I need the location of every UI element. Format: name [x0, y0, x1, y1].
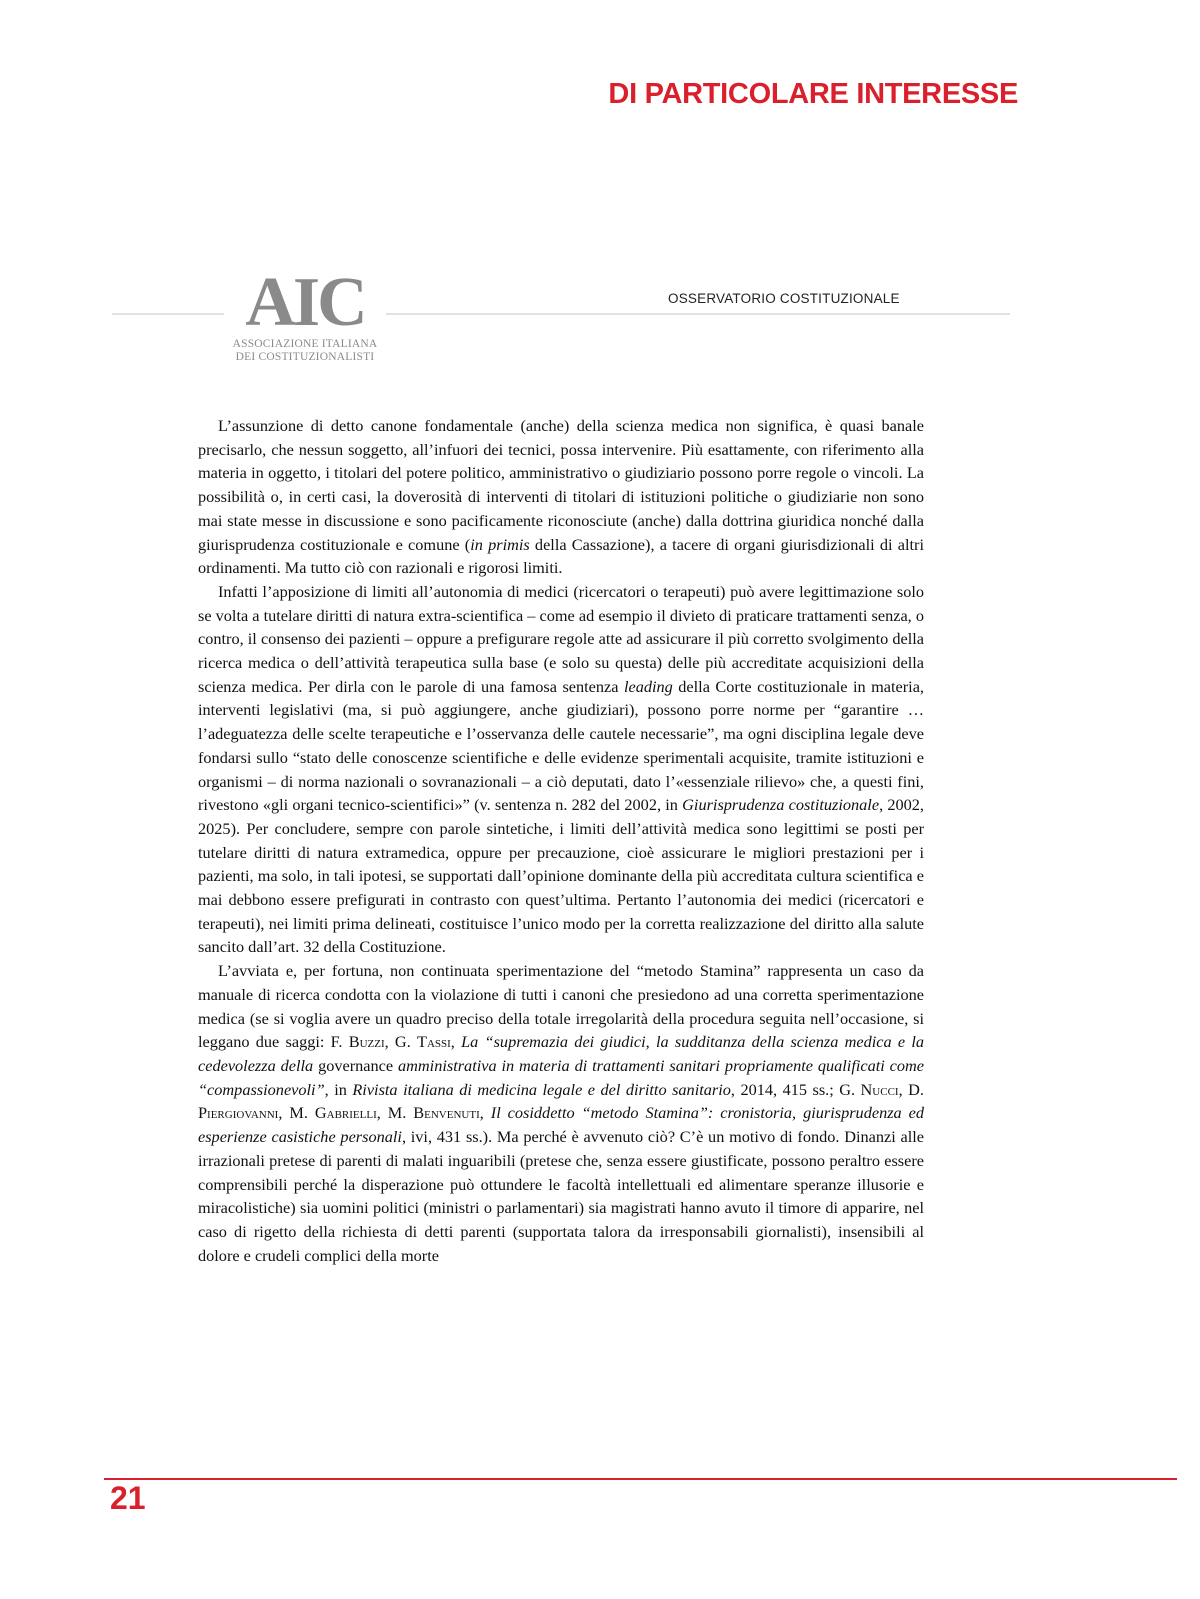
section-title: DI PARTICOLARE INTERESSE	[608, 78, 1018, 110]
p3-text-5: , in	[324, 1079, 353, 1099]
p3-italic-journal: Rivista italiana di medicina legale e del diritto sanitario	[352, 1079, 731, 1099]
p3-text-1: L’avviata e, per fortuna, non continuata sperimentazione del “metodo Stamina” rappresenta un caso da manuale di ricerca condotta con la violazione di tutti i canoni che presiedono ad una corretta sperimentazione medica (se si voglia avere un quadro preciso della totale irregolarità della procedura seguita nell’occasione, si leggano due saggi: F.	[198, 961, 924, 1052]
author-benvenuti: Benvenuti	[413, 1103, 480, 1123]
author-tassi: Tassi	[417, 1032, 451, 1052]
paragraph-3	[198, 959, 924, 1267]
footer-divider	[104, 1478, 1177, 1480]
paragraph-1	[198, 414, 924, 580]
observatory-label: OSSERVATORIO COSTITUZIONALE	[668, 291, 900, 306]
p3-text-9: , M.	[376, 1103, 414, 1123]
p3-text-7: , D.	[898, 1079, 924, 1099]
author-buzzi: Buzzi	[348, 1032, 385, 1052]
paragraph-2	[198, 580, 924, 959]
p3-text-10: ,	[479, 1103, 491, 1123]
p2-italic-2: Giurisprudenza costituzionale	[682, 795, 880, 815]
logo-subtitle-line2: DEI COSTITUZIONALISTI	[235, 351, 375, 363]
p3-italic-title-1: La “supremazia dei giudici, la sudditanza della scienza medica e la cedevolezza della	[198, 1032, 924, 1075]
p3-text-6: , 2014, 415 ss.; G.	[730, 1079, 861, 1099]
page-number: 21	[110, 1480, 146, 1516]
p3-text-3: ,	[450, 1032, 462, 1052]
p3-text-2: , G.	[384, 1032, 417, 1052]
p3-text-8: , M.	[278, 1103, 315, 1123]
p3-italic-title-3: Il cosiddetto “metodo Stamina”: cronistoria, giurisprudenza ed esperienze casistiche personali	[198, 1103, 925, 1147]
author-gabrielli: Gabrielli	[314, 1103, 377, 1123]
p1-text-1: L’assunzione di detto canone fondamentale (anche) della scienza medica non significa, è quasi banale precisarlo, che nessun soggetto, all’infuori dei tecnici, possa intervenire. Più esattamente, con riferimento alla materia in oggetto, i titolari del potere politico, amministrativo o giudiziario possono porre regole o vincoli. La possibilità o, in certi casi, la doverosità di interventi di titolari di istituzioni politiche o giudiziarie non sono mai state messe in discussione e sono pacificamente riconosciute (anche) dalla dottrina giuridica nonché dalla giurisprudenza costituzionale e comune (	[198, 416, 924, 554]
p2-text-2: della Corte costituzionale in materia, interventi legislativi (ma, si può aggiungere, anche giudiziari), possono porre norme per “garantire … l’adeguatezza delle scelte terapeutiche e l’osservanza delle cautele necessarie”, ma ogni disciplina legale deve fondarsi sullo “stato delle conoscenze scientifiche e delle evidenze sperimentali acquisite, tramite istituzioni e organismi – di norma nazionali o sovranazionali – a ciò deputati, dato l’«essenziale rilievo» che, a questi fini, rivestono «gli organi tecnico-scientifici»” (v. sentenza n. 282 del 2002, in	[198, 676, 924, 815]
aic-logo	[224, 264, 386, 364]
p2-text-3: , 2002, 2025). Per concludere, sempre con parole sintetiche, i limiti dell’attività medica sono legittimi se posti per tutelare diritti di natura extramedica, oppure per precauzione, cioè assicurare le migliori prestazioni per i pazienti, ma solo, in tali ipotesi, se supportati dall’opinione dominante della più accreditata cultura scientifica e mai debbono essere prefigurati in contrasto con quest’ultima. Pertanto l’autonomia dei medici (ricercatori e terapeuti), nei limiti prima delineati, costituisce l’unico modo per la corretta realizzazione del diritto alla salute sancito dall’art. 32 della Costituzione.	[198, 795, 924, 957]
logo-mark: AIC	[245, 264, 365, 341]
article-body	[198, 414, 924, 1267]
p2-text-1: Infatti l’apposizione di limiti all’autonomia di medici (ricercatori o terapeuti) può avere legittimazione solo se volta a tutelare diritti di natura extra-scientifica – come ad esempio il divieto di praticare trattamenti senza, o contro, il consenso dei pazienti – oppure a prefigurare regole atte ad assicurare il più corretto svolgimento della ricerca medica o dell’attività terapeutica sulla base (e solo su questa) delle più accreditate acquisizioni della scienza medica. Per dirla con le parole di una famosa sentenza	[198, 581, 924, 696]
p1-italic-1: in primis	[470, 534, 530, 554]
p3-text-11: , ivi, 431 ss.). Ma perché è avvenuto ciò? C’è un motivo di fondo. Dinanzi alle irrazionali pretese di parenti di malati inguaribili (pretese che, senza essere giustificate, possono peraltro essere comprensibili perché la disperazione può ottundere le facoltà intellettuali ed alimentare speranze illusorie e miracolistiche) sia uomini politici (ministri o parlamentari) sia magistrati hanno avuto il timore di apparire, nel caso di rigetto della richiesta di detti parenti (supportata talora da irresponsabili giornalisti), insensibili al dolore e crudeli complici della morte	[198, 1127, 924, 1265]
p3-italic-title-2: amministrativa in materia di trattamenti sanitari propriamente qualificati come “compassionevoli”	[198, 1055, 925, 1099]
p2-italic-1: leading	[623, 676, 673, 696]
author-nucci: Nucci	[860, 1079, 899, 1099]
logo-subtitle-line1: ASSOCIAZIONE ITALIANA	[232, 338, 378, 350]
author-piergiovanni: Piergiovanni	[198, 1103, 279, 1123]
p3-text-4: governance	[313, 1055, 399, 1075]
p1-text-2: della Cassazione), a tacere di organi giurisdizionali di altri ordinamenti. Ma tutto ciò con razionali e rigorosi limiti.	[198, 534, 924, 578]
